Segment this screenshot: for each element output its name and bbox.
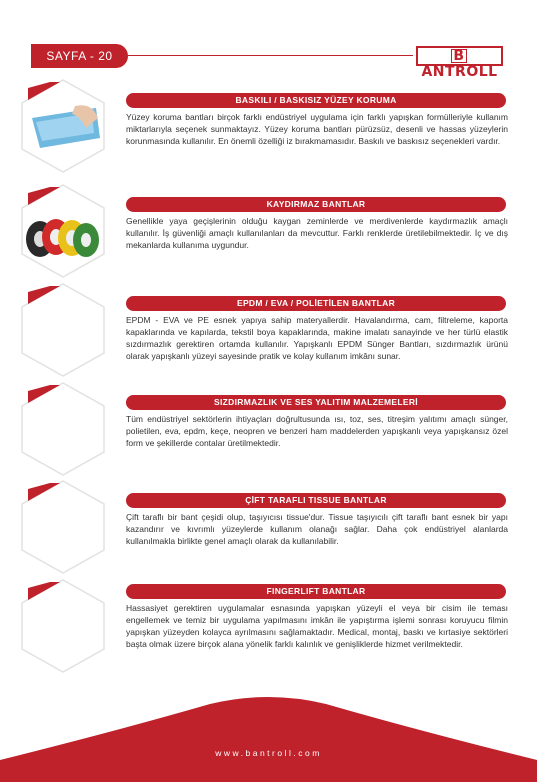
section-title-sealing: SIZDIRMAZLIK VE SES YALITIM MALZEMELERİ bbox=[126, 395, 506, 410]
section-body-anti-slip: Genellikle yaya geçişlerinin olduğu kaygan zeminlerde ve merdivenlerde kaydırmazlık amaçlı kullanılır. İş güvenliği amaçlı kullanılanları da mevcuttur. Farklı renklerde üretilebilmektedir. İç ve dış mekanlarda kullanıma uygundur. bbox=[126, 216, 508, 250]
section-title-anti-slip: KAYDIRMAZ BANTLAR bbox=[126, 197, 506, 212]
section-title-surface-protection: BASKILI / BASKISIZ YÜZEY KORUMA bbox=[126, 93, 506, 108]
section-title-tissue: ÇİFT TARAFLI TISSUE BANTLAR bbox=[126, 493, 506, 508]
bantroll-logo bbox=[416, 46, 503, 80]
section-body-surface-protection: Yüzey koruma bantları birçok farklı endüstriyel uygulama için farklı yapışkan formülleriyle kullanım miktarlarıyla seçenek sunmaktayız. Yüzey koruma bantları pürüzsüz, desenli ve hassas yüzeylerin korunmasında kullanılır. En önemli özelliği iz bırakmamasıdır. Baskılı ve baskısız seçenekleri vardır. bbox=[126, 112, 508, 146]
header-divider bbox=[128, 55, 413, 56]
page-number-badge: SAYFA - 20 bbox=[31, 44, 128, 68]
section-body-epdm: EPDM - EVA ve PE esnek yapıya sahip materyallerdir. Havalandırma, cam, filtreleme, kaporta kapaklarında ve kapılarda, tekstil boya kapaklarında, makine imalatı sanayinde ve her türlü elastik sızdırmazlık gerektiren ortamda kullanılır. Yapışkanlı EPDM Sünger Bantları, sızdırmazlık ürünü olarak yapışkanlı yüzeyi sayesinde pratik ve kolay kullanım imkânı sunar. bbox=[126, 315, 508, 361]
footer-red-wave bbox=[0, 690, 537, 782]
product-image-epdm bbox=[20, 282, 106, 378]
section-title-epdm: EPDM / EVA / POLİETİLEN BANTLAR bbox=[126, 296, 506, 311]
product-image-anti-slip bbox=[20, 183, 106, 279]
section-body-fingerlift: Hassasiyet gerektiren uygulamalar esnasında yapışkan yüzeyli el veya bir cisim ile teması engellemek ve temiz bir uygulama yapılmasını imkân ile yapıştırma işlemi sonrası koruyucu filmin yapışkan yüzeyden kolayca ayrılmasını sağlamaktadır. Medical, montaj, baskı ve kırtasiye sektörleri başta olmak üzere birçok alana yönelik farklı kalınlık ve genişliklerde hizmet verilmektedir. bbox=[126, 603, 508, 649]
footer-website-url[interactable]: www.bantroll.com bbox=[215, 748, 322, 758]
product-image-surface-protection bbox=[20, 78, 106, 174]
product-image-fingerlift bbox=[20, 578, 106, 674]
logo-text: ANTROLL bbox=[421, 64, 498, 80]
section-body-tissue: Çift taraflı bir bant çeşidi olup, taşıyıcısı tissue'dur. Tissue taşıyıcılı çift taraflı bant esnek bir yapı kazandırır ve kıvrımlı yüzeylerde kullanım olanağı sağlar. Daha çok endüstriyel alanlarda kullanılmakla birlikte genel amaçlı olarak da kullanılabilir. bbox=[126, 512, 508, 546]
product-image-sealing bbox=[20, 381, 106, 477]
product-image-tissue bbox=[20, 479, 106, 575]
logo-b-letter: B bbox=[453, 48, 465, 64]
section-body-sealing: Tüm endüstriyel sektörlerin ihtiyaçları doğrultusunda ısı, toz, ses, titreşim yalıtımı amaçlı sünger, polietilen, eva, epdm, keçe, neopren ve benzeri ham maddelerden yapışkanlı veya yapışkansız özel form ve şekillerde contalar üretilmektedir. bbox=[126, 414, 508, 448]
section-title-fingerlift: FINGERLIFT BANTLAR bbox=[126, 584, 506, 599]
